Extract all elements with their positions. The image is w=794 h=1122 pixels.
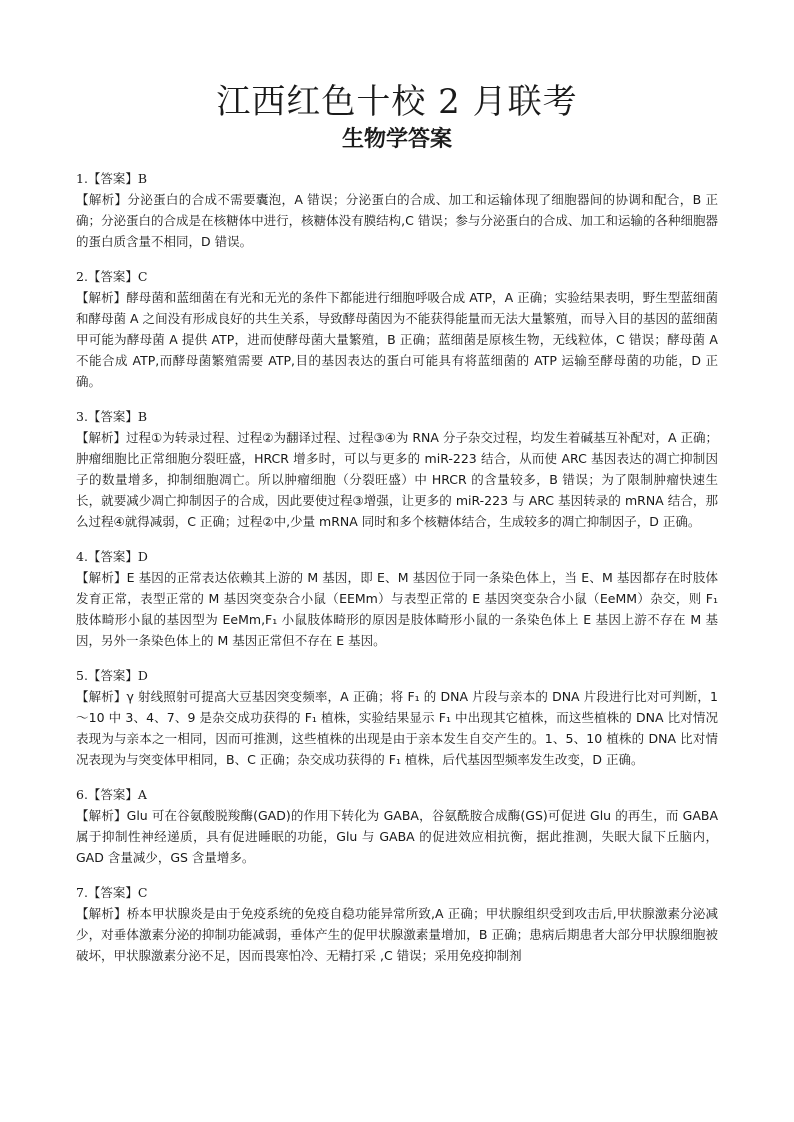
answer-line: 4.【答案】D — [76, 549, 148, 564]
question-2 — [76, 266, 718, 392]
analysis-text: 【解析】桥本甲状腺炎是由于免疫系统的免疫自稳功能异常所致,A 正确；甲状腺组织受到攻击后,甲状腺激素分泌减少，对垂体激素分泌的抑制功能减弱，垂体产生的促甲状腺激素量增加，B 正确；患病后期患者大部分甲状腺细胞被破坏，甲状腺激素分泌不足，因而畏寒怕冷、无精打采 ,C 错误；采用免疫抑制剂 — [76, 906, 718, 963]
answer-list — [76, 168, 718, 980]
analysis-text: 【解析】分泌蛋白的合成不需要囊泡，A 错误；分泌蛋白的合成、加工和运输体现了细胞器间的协调和配合，B 正确；分泌蛋白的合成是在核糖体中进行，核糖体没有膜结构,C 错误；参与分泌蛋白的合成、加工和运输的各种细胞器的蛋白质含量不相同，D 错误。 — [76, 192, 718, 249]
answer-line: 1.【答案】B — [76, 171, 148, 186]
answer-line: 2.【答案】C — [76, 269, 148, 284]
answer-line: 3.【答案】B — [76, 409, 148, 424]
answer-line: 6.【答案】A — [76, 787, 147, 802]
question-1 — [76, 168, 718, 252]
page-title: 江西红色十校 2 月联考 — [216, 82, 578, 122]
analysis-text: 【解析】过程①为转录过程、过程②为翻译过程、过程③④为 RNA 分子杂交过程，均发生着碱基互补配对，A 正确；肿瘤细胞比正常细胞分裂旺盛，HRCR 增多时，可以与更多的 miR-223 结合，从而使 ARC 基因表达的凋亡抑制因子的数量增多，抑制细胞凋亡。所以肿瘤细胞（分裂旺盛）中 HRCR 的含量较多，B 错误；为了限制肿瘤快速生长，就要减少凋亡抑制因子的合成，因此要使过程③增强，让更多的 miR-223 与 ARC 基因转录的 mRNA 结合，那么过程④就得减弱，C 正确；过程②中,少量 mRNA 同时和多个核糖体结合，生成较多的凋亡抑制因子，D 正确。 — [76, 430, 718, 529]
question-3 — [76, 406, 718, 532]
answer-line: 7.【答案】C — [76, 885, 148, 900]
answer-line: 5.【答案】D — [76, 668, 148, 683]
analysis-text: 【解析】Glu 可在谷氨酸脱羧酶(GAD)的作用下转化为 GABA，谷氨酰胺合成酶(GS)可促进 Glu 的再生，而 GABA 属于抑制性神经递质，具有促进睡眠的功能，Glu 与 GABA 的促进效应相抗衡，据此推测，失眠大鼠下丘脑内，GAD 含量减少，GS 含量增多。 — [76, 808, 718, 865]
analysis-text: 【解析】酵母菌和蓝细菌在有光和无光的条件下都能进行细胞呼吸合成 ATP，A 正确；实验结果表明，野生型蓝细菌和酵母菌 A 之间没有形成良好的共生关系，导致酵母菌因为不能获得能量而无法大量繁殖，而导入目的基因的蓝细菌甲可能为酵母菌 A 提供 ATP，进而使酵母菌大量繁殖，B 正确；蓝细菌是原核生物，无线粒体，C 错误；酵母菌 A 不能合成 ATP,而酵母菌繁殖需要 ATP,目的基因表达的蛋白可能具有将蓝细菌的 ATP 运输至酵母菌的功能，D 正确。 — [76, 290, 718, 389]
question-4 — [76, 546, 718, 651]
analysis-text: 【解析】E 基因的正常表达依赖其上游的 M 基因，即 E、M 基因位于同一条染色体上，当 E、M 基因都存在时肢体发育正常，表型正常的 M 基因突变杂合小鼠（EEMm）与表型正常的 E 基因突变杂合小鼠（EeMM）杂交，则 F₁ 肢体畸形小鼠的基因型为 EeMm,F₁ 小鼠肢体畸形的原因是肢体畸形小鼠的一条染色体上 E 基因上游不存在 M 基因，另外一条染色体上的 M 基因正常但不存在 E 基因。 — [76, 570, 718, 648]
analysis-text: 【解析】γ 射线照射可提高大豆基因突变频率，A 正确；将 F₁ 的 DNA 片段与亲本的 DNA 片段进行比对可判断，1～10 中 3、4、7、9 是杂交成功获得的 F₁ 植株，实验结果显示 F₁ 中出现其它植株，而这些植株的 DNA 比对情况表现为与亲本之一相同，因而可推测，这些植株的出现是由于亲本发生自交产生的。1、5、10 植株的 DNA 比对情况表现为与突变体甲相同，B、C 正确；杂交成功获得的 F₁ 植株，后代基因型频率发生改变，D 正确。 — [76, 689, 718, 767]
question-6 — [76, 784, 718, 868]
question-7 — [76, 882, 718, 966]
page-subtitle: 生物学答案 — [341, 127, 452, 152]
question-5 — [76, 665, 718, 770]
